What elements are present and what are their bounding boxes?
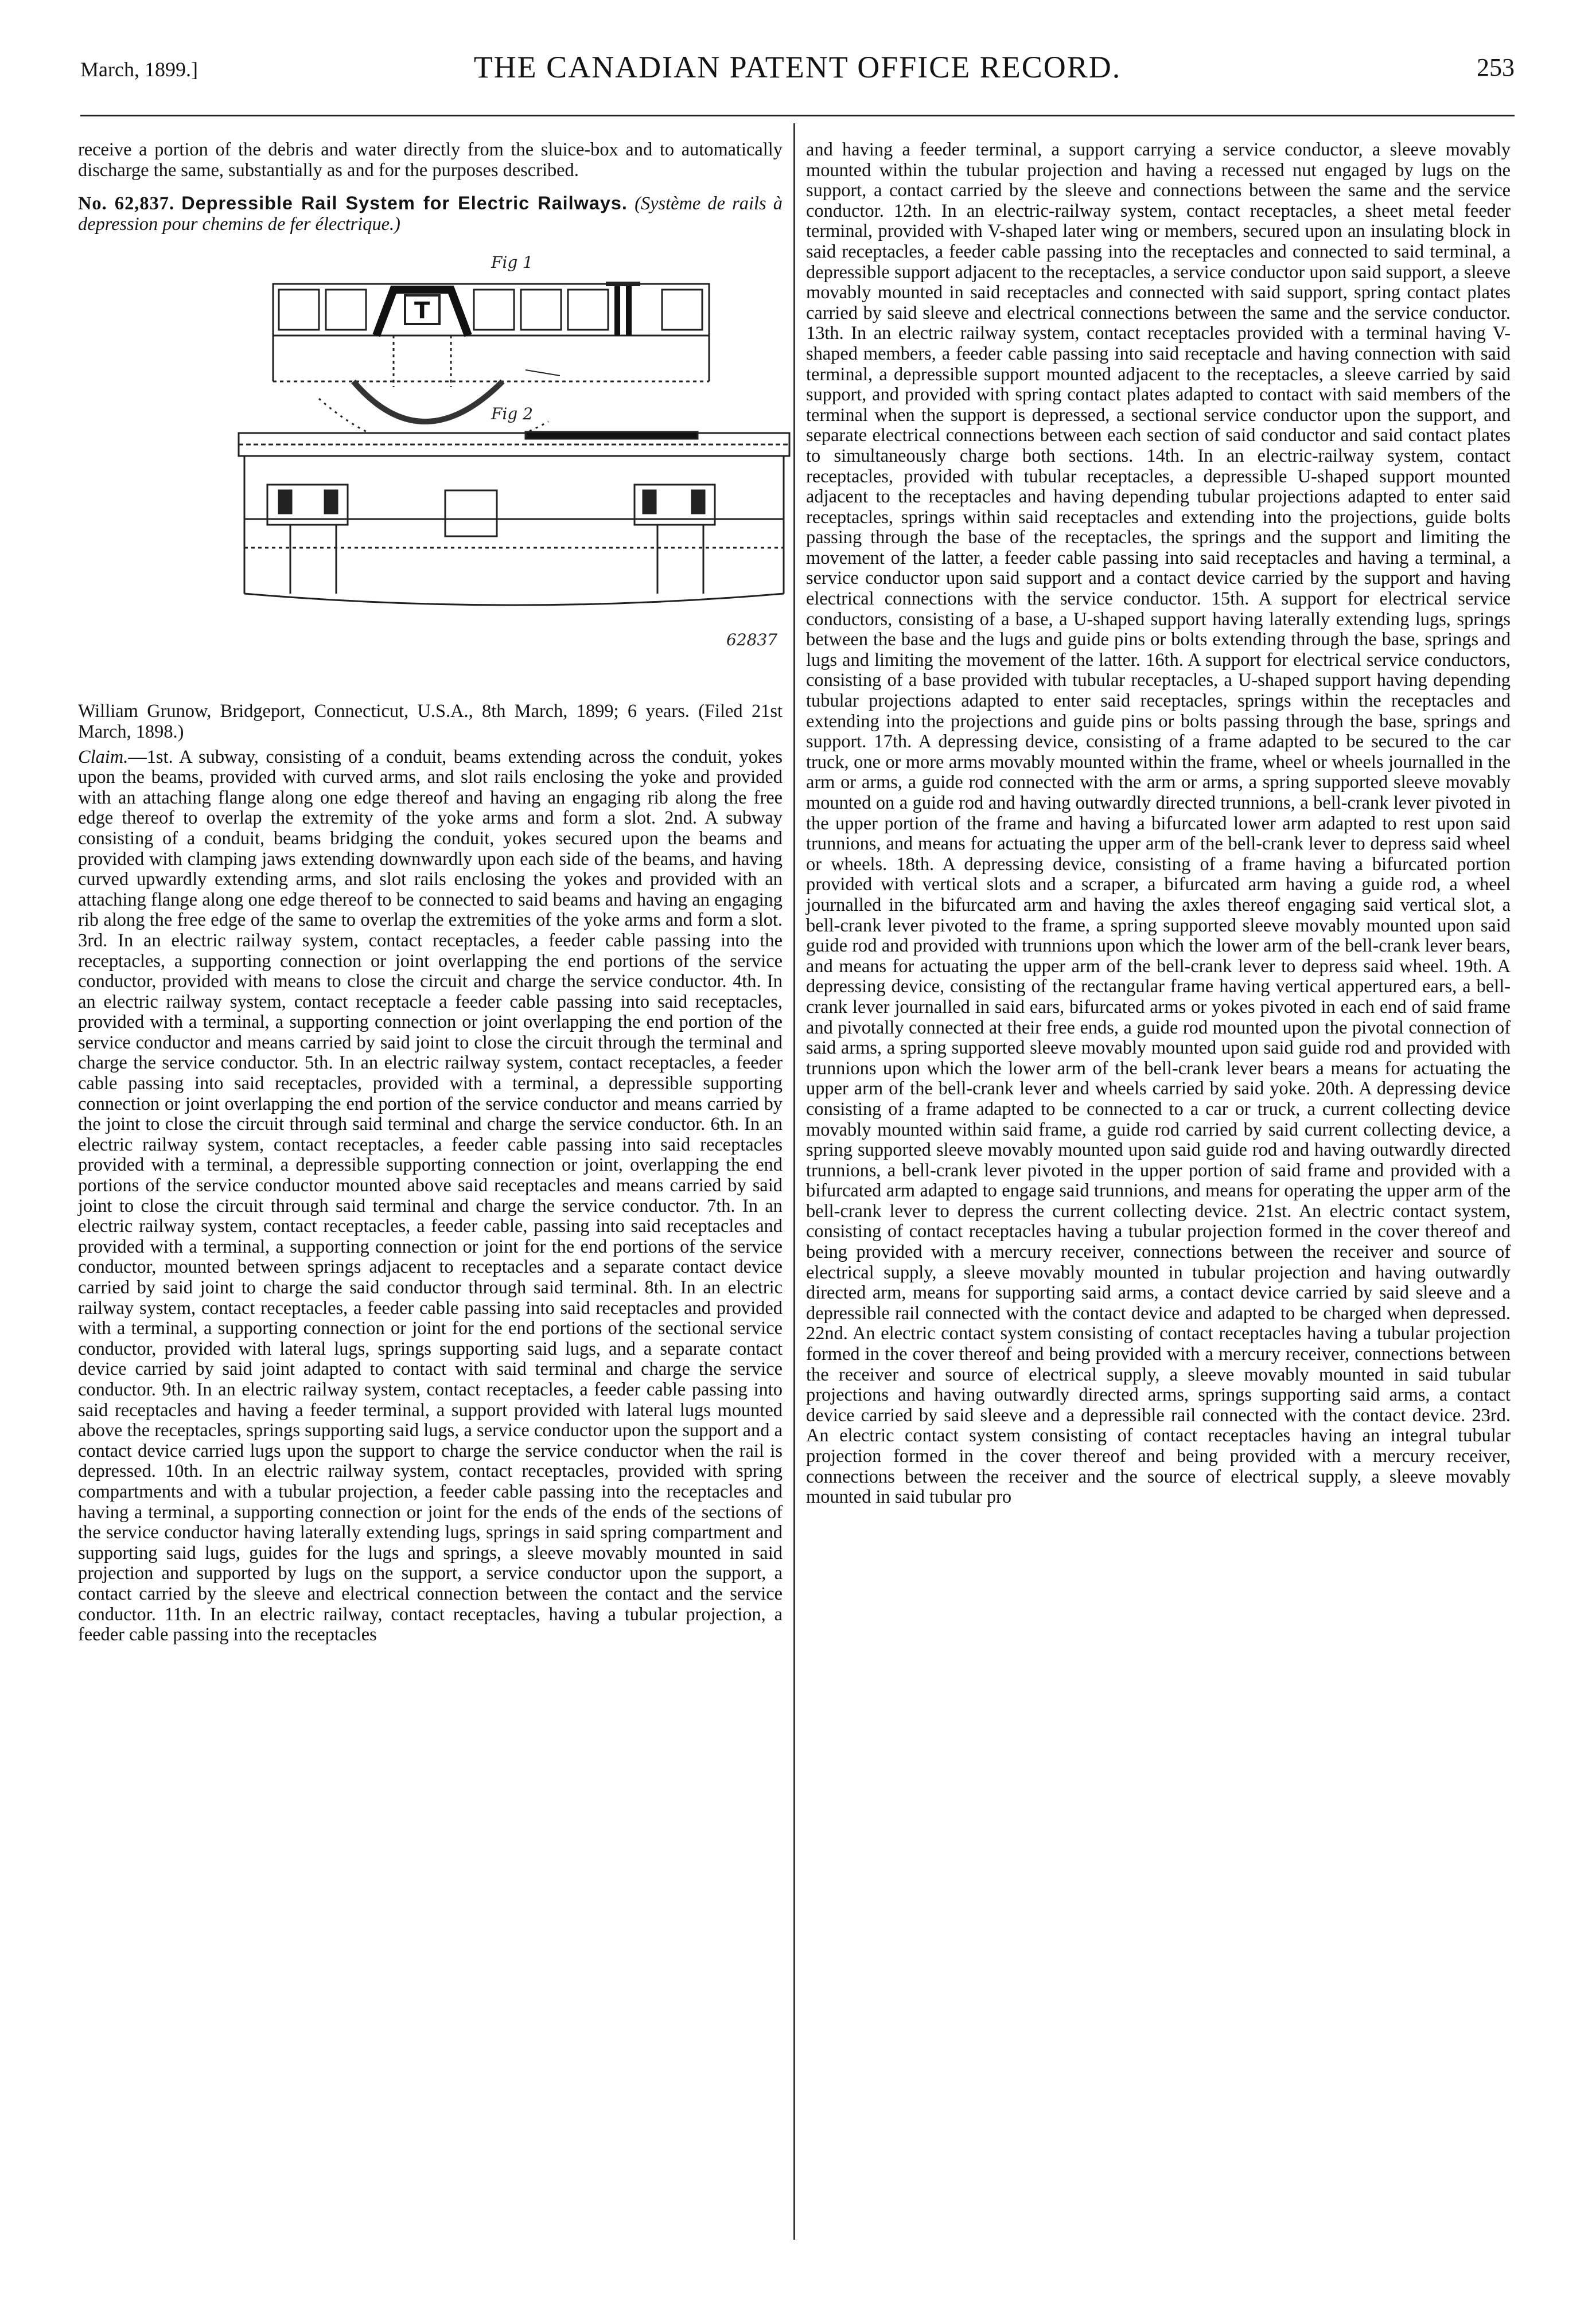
journal-title: THE CANADIAN PATENT OFFICE RECORD. [473,50,1122,84]
header-date: March, 1899.] [80,58,198,81]
patent-title: Depressible Rail System for Electric Railways. [181,193,628,214]
claims-left [78,747,783,1645]
patent-french-title: (Système de rails à depression pour chemins de fer électrique.) [78,193,783,235]
page-header [80,49,1515,89]
left-column [78,140,783,1645]
fig2-longitudinal-section [239,432,789,605]
right-column [806,140,1511,1508]
svg-text:T: T [414,298,430,325]
drawing-number: 62837 [726,630,778,650]
header-rule [80,115,1515,116]
fig1-cross-section [273,284,709,451]
claim-label: Claim. [78,746,129,767]
claims-text-right: and having a feeder terminal, a support carrying a service conductor, a sleeve movably mounted within the tubular projection and having a recessed nut engaged by lugs on the support, a contact carried by the sleeve and connections between the same and the service conductor. 12th. In an electric-railway system, contact receptacles, a sheet metal feeder terminal, provided with V-shaped later wing or members, secured upon an insulating block in said receptacles, a feeder cable passing into the receptacles and connected to said terminal, a depressible support adjacent to the receptacles, a service conductor upon said support, a sleeve movably mounted in said receptacles and connected with said support, spring contact plates carried by said sleeve and electrical connections between the same and the service conductor. 13th. In an electric railway system, contact receptacles provided with a terminal having V-shaped members, a feeder cable passing into said receptacle and having connection with said terminal, a depressible support mounted adjacent to the receptacles, a sleeve carried by said support, and provided with spring contact plates adapted to contact with said members of the terminal when the support is depressed, a sectional service conductor upon the support, and separate electrical connections between each section of said conductor and said contact plates to simultaneously charge both sections. 14th. In an electric-railway system, contact receptacles, provided with tubular receptacles, a depressible U-shaped support mounted adjacent to the receptacles and having depending tubular projections adapted to enter said receptacles, springs within said receptacles and extending into the projections, guide bolts passing through the base of the receptacles, the springs and the support and limiting the movement of the latter, a feeder cable passing into said receptacles and having a terminal, a service conductor upon said support and a contact device carried by the support and having electrical connections with the service conductor. 15th. A support for electrical service conductors, consisting of a base, a U-shaped support having laterally extending lugs, springs between the base and the lugs and guide pins or bolts extending through the base, springs and lugs and limiting the movement of the latter. 16th. A support for electrical service conductors, consisting of a base provided with tubular receptacles, a U-shaped support having depending tubular projections adapted to enter said receptacles, springs within the receptacles and extending into the projections and guide pins or bolts passing through the base, springs and support. 17th. A depressing device, consisting of a frame adapted to be secured to the car truck, one or more arms movably mounted within the frame, wheel or wheels journalled in the arm or arms, a guide rod connected with the arm or arms, a spring supported sleeve movably mounted on a guide rod and having outwardly directed trunnions, a bell-crank lever pivoted in the upper portion of the frame and having a bifurcated lower arm adapted to rest upon said trunnions, and means for actuating the upper arm of the bell-crank lever to depress said wheel or wheels. 18th. A depressing device, consisting of a frame having a bifurcated portion provided with vertical slots and a scraper, a bifurcated arm having a guide rod, a wheel journalled in the bifurcated arm and having the axles thereof engaging said vertical slot, a bell-crank lever pivoted to the frame, a spring supported sleeve movably mounted upon said guide rod and provided with trunnions upon which the lower arm of the bell-crank lever bears, and means for actuating the upper arm of the bell-crank lever to depress said wheel. 19th. A depressing device, consisting of the rectangular frame having vertical appertured ears, a bell-crank lever journalled in said ears, bifurcated arms or yokes pivoted in each end of said frame and pivotally connected at their free ends, a guide rod mounted upon the pivotal connection of said arms, a spring supported sleeve movably mounted upon said guide rod and provided with trunnions upon which the lower arm of the bell-crank lever bears a means for actuating the upper arm of the bell-crank lever and wheels carried by said yoke. 20th. A depressing device consisting of a frame adapted to be connected to a car or truck, a current collecting device movably mounted within said frame, a guide rod carried by said current collecting device, a spring supported sleeve movably mounted upon said guide rod and having outwardly directed trunnions, a bell-crank lever pivoted in the upper portion of said frame and provided with a bifurcated arm adapted to engage said trunnions, and means for operating the upper arm of the bell-crank lever to depress the current collecting device. 21st. An electric contact system, consisting of contact receptacles having a tubular projection formed in the cover thereof and being provided with a mercury receiver, connections between the receiver and source of electrical supply, a sleeve movably mounted in tubular projection and having outwardly directed arm, means for supporting said arms, a contact device carried by said sleeve and a depressible rail connected with the contact device and adapted to be charged when depressed. 22nd. An electric contact system consisting of contact receptacles having a tubular projection formed in the cover thereof and being provided with a mercury receiver, connections between the receiver and source of electrical supply, a sleeve movably mounted in said tubular projections and having outwardly directed arms, springs supporting said arms, a contact device carried by said sleeve and a depressible rail connected with the contact device. 23rd. An electric contact system consisting of contact receptacles having an integral tubular projection formed in the cover thereof and being provided with a mercury receiver, connections between the receiver and the source of electrical supply, a sleeve movably mounted in said tubular pro [806,139,1511,1508]
page-number: 253 [1477,53,1515,81]
fig2-label: Fig 2 [491,404,534,424]
inventor-line: William Grunow, Bridgeport, Connecticut, U.S.A., 8th March, 1899; 6 years. (Filed 21st March, 1898.) [78,701,783,742]
rail-system-drawing [204,249,807,685]
claims-text-left: —1st. A subway, consisting of a conduit, beams extending across the conduit, yokes upon the beams, provided with curved arms, and slot rails enclosing the yoke and provided with an attaching flange along one edge thereof and having an engaging rib along the free edge thereof to overlap the extremity of the yoke arms and form a slot. 2nd. A subway consisting of a conduit, beams bridging the conduit, yokes secured upon the beams and provided with clamping jaws extending downwardly upon each side of the beams, and having curved upwardly extending arms, and slot rails enclosing the yokes and provided with an attaching flange along one edge thereof to be connected to said beams and having an engaging rib along the free edge of the same to overlap the extremities of the yoke arms and form a slot. 3rd. In an electric railway system, contact receptacles, a feeder cable passing into the receptacles, a supporting connection or joint overlapping the end portions of the service conductor, provided with means to close the circuit and charge the service conductor. 4th. In an electric railway system, contact receptacle a feeder cable passing into said receptacles, provided with a terminal, a supporting connection or joint overlapping the end portion of the service conductor and means carried by said joint to close the circuit through the terminal and charge the service conductor. 5th. In an electric railway system, contact receptacles, a feeder cable passing into said receptacles, provided with a terminal, a depressible supporting connection or joint overlapping the end portion of the service conductor and means carried by the joint to close the circuit through said terminal and charge the service conductor. 6th. In an electric railway system, contact receptacles, a feeder cable passing into said receptacles provided with a terminal, a depressible supporting connection or joint, overlapping the end portions of the service conductor mounted above said receptacles and means carried by said joint to close the circuit through said terminal and charge the service conductor. 7th. In an electric railway system, contact receptacles, a feeder cable, passing into said receptacles and provided with a terminal, a supporting connection or joint for the end portions of the service conductor, mounted between springs adjacent to receptacles and a separate contact device carried by said joint to charge the said conductor through said terminal. 8th. In an electric railway system, contact receptacles, a feeder cable passing into said receptacles and provided with a terminal, a supporting connection or joint for the end portions of the sectional service conductor, provided with lateral lugs, springs supporting said lugs, and a separate contact device carried by said joint adapted to contact with said terminal and charge the service conductor. 9th. In an electric railway system, contact receptacles, a feeder cable passing into said receptacles and having a feeder terminal, a support provided with lateral lugs mounted above the receptacles, springs supporting said lugs, a service conductor upon the support and a contact device carried lugs upon the support to charge the service conductor when the rail is depressed. 10th. In an electric railway system, contact receptacles, provided with spring compartments and with a tubular projection, a feeder cable passing into the receptacles and having a terminal, a supporting connection or joint for the ends of the ends of the sections of the service conductor having laterally extending lugs, springs in said spring compartment and supporting said lugs, guides for the lugs and springs, a sleeve movably mounted in said projection and supported by lugs on the support, a service conductor upon the support, a contact carried by the sleeve and electrical connection between the contact and the service conductor. 11th. In an electric railway, contact receptacles, having a tubular projection, a feeder cable passing into the receptacles [78,746,783,1645]
patent-number: No. 62,837. [78,193,175,215]
fig1-label: Fig 1 [491,253,534,272]
previous-patent-continuation: receive a portion of the debris and water directly from the sluice-box and to automatically discharge the same, substantially as and for the purposes described. [78,139,783,181]
patent-drawing [204,249,807,685]
patent-heading [78,193,783,235]
